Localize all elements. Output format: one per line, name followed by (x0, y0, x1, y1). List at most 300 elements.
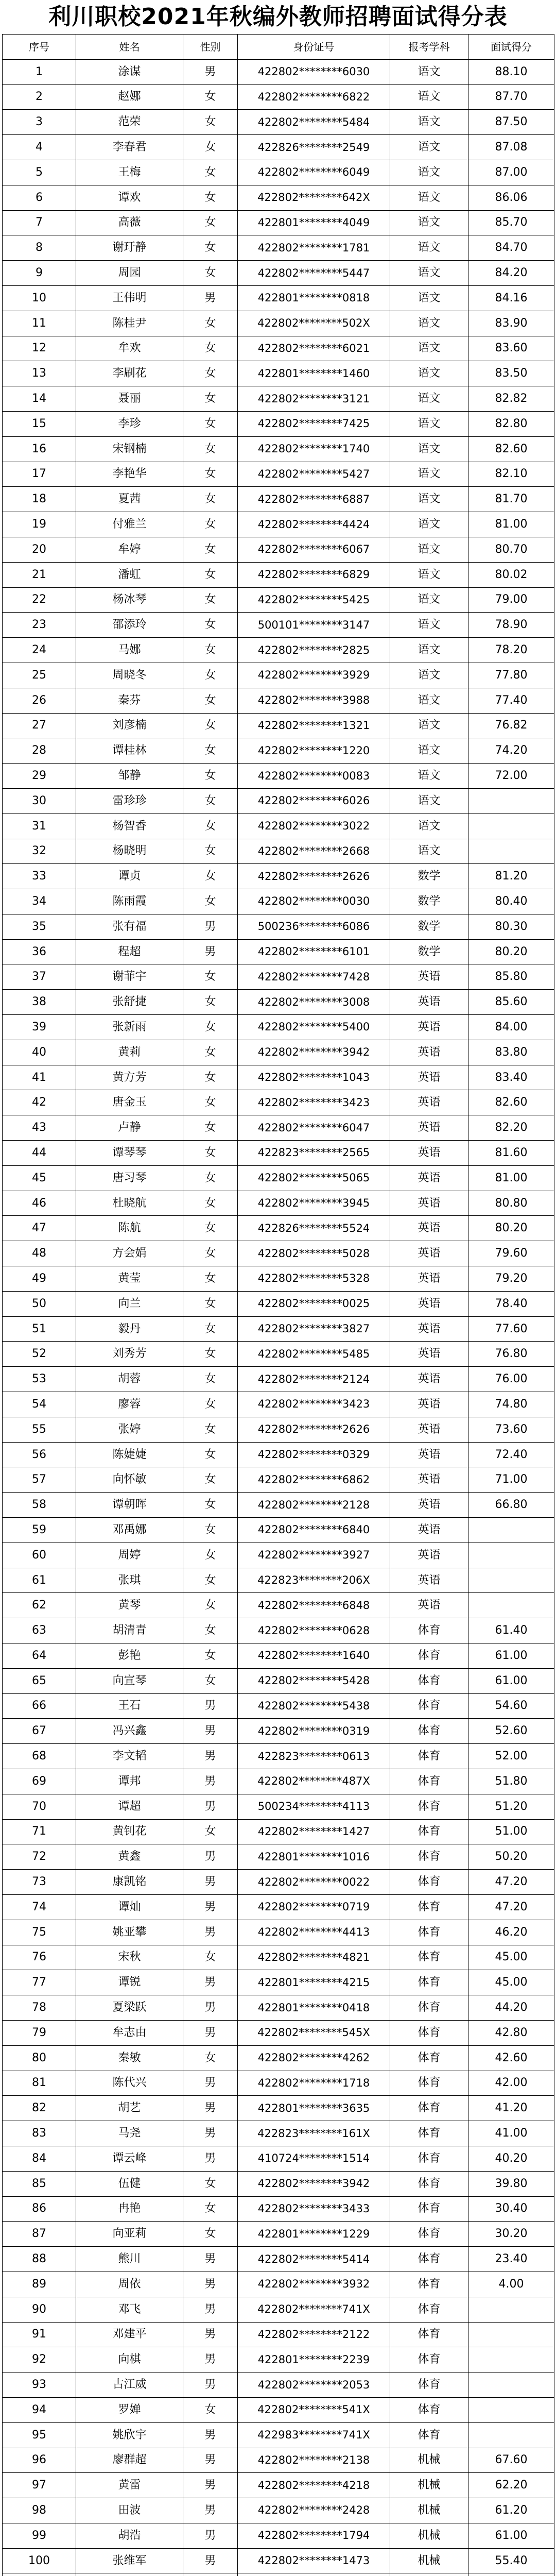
candidate-name-cell: 秦芬 (76, 688, 183, 713)
table-row (3, 1518, 554, 1543)
row-number-cell: 45 (3, 1165, 76, 1191)
candidate-name-cell: 刘秀芳 (76, 1342, 183, 1367)
gender-cell: 女 (183, 1191, 238, 1216)
id-number-cell: 422802********0628 (238, 1618, 390, 1643)
interview-score-cell: 83.40 (468, 1065, 554, 1090)
table-row (3, 2121, 554, 2146)
candidate-name-cell: 周依 (76, 2272, 183, 2297)
interview-score-cell: 87.08 (468, 135, 554, 160)
row-number-cell: 68 (3, 1744, 76, 1769)
id-number-cell: 422802********0329 (238, 1442, 390, 1467)
candidate-name-cell: 向宣琴 (76, 1668, 183, 1693)
gender-cell: 女 (183, 235, 238, 261)
table-body (3, 59, 554, 2576)
interview-score-cell: 76.82 (468, 713, 554, 738)
subject-cell: 语文 (390, 613, 468, 638)
table-row (3, 1015, 554, 1040)
subject-cell: 英语 (390, 1216, 468, 1241)
subject-cell: 语文 (390, 336, 468, 361)
id-number-cell: 422802********3121 (238, 386, 390, 412)
candidate-name-cell: 谭超 (76, 1794, 183, 1819)
table-row (3, 1191, 554, 1216)
gender-cell: 女 (183, 84, 238, 110)
interview-score-cell: 73.60 (468, 1417, 554, 1442)
table-row (3, 285, 554, 311)
candidate-name-cell: 黄莹 (76, 1266, 183, 1292)
id-number-cell: 422802********4262 (238, 2045, 390, 2071)
id-number-cell: 422802********0022 (238, 1870, 390, 1895)
subject-cell: 英语 (390, 1342, 468, 1367)
interview-score-cell: 40.20 (468, 2146, 554, 2171)
subject-cell: 语文 (390, 285, 468, 311)
candidate-name-cell: 聂丽 (76, 386, 183, 412)
subject-cell: 体育 (390, 2422, 468, 2448)
subject-cell: 数学 (390, 939, 468, 964)
subject-cell: 英语 (390, 1291, 468, 1316)
id-number-cell: 422801********0818 (238, 285, 390, 311)
table-row (3, 436, 554, 462)
gender-cell: 女 (183, 1141, 238, 1166)
gender-cell: 女 (183, 764, 238, 789)
row-number-cell: 44 (3, 1141, 76, 1166)
id-number-cell: 500236********6086 (238, 914, 390, 939)
interview-score-cell: 84.00 (468, 1015, 554, 1040)
subject-cell: 体育 (390, 2146, 468, 2171)
gender-cell: 女 (183, 562, 238, 587)
table-row (3, 261, 554, 286)
subject-cell: 语文 (390, 436, 468, 462)
id-number-cell: 422802********5414 (238, 2247, 390, 2272)
interview-score-cell: 87.70 (468, 84, 554, 110)
header-candidate-name: 姓名 (76, 35, 183, 60)
candidate-name-cell: 李春君 (76, 135, 183, 160)
interview-score-cell (468, 814, 554, 839)
id-number-cell: 422802********3423 (238, 1392, 390, 1417)
candidate-name-cell: 刘彦楠 (76, 713, 183, 738)
candidate-name-cell: 周园 (76, 261, 183, 286)
id-number-cell: 422802********0319 (238, 1719, 390, 1744)
gender-cell: 女 (183, 361, 238, 386)
gender-cell: 女 (183, 386, 238, 412)
id-number-cell: 422802********3929 (238, 663, 390, 688)
id-number-cell: 422801********2239 (238, 2347, 390, 2372)
interview-score-cell: 61.00 (468, 1643, 554, 1669)
subject-cell: 英语 (390, 1191, 468, 1216)
candidate-name-cell: 邓建平 (76, 2322, 183, 2347)
candidate-name-cell: 陈航 (76, 1216, 183, 1241)
row-number-cell: 93 (3, 2372, 76, 2398)
row-number-cell: 18 (3, 487, 76, 512)
table-row (3, 1819, 554, 1844)
interview-score-cell: 81.70 (468, 487, 554, 512)
table-row (3, 1744, 554, 1769)
gender-cell: 女 (183, 1266, 238, 1292)
subject-cell: 语文 (390, 713, 468, 738)
candidate-name-cell: 卢静 (76, 1115, 183, 1141)
id-number-cell: 422802********541X (238, 2397, 390, 2422)
gender-cell: 女 (183, 487, 238, 512)
interview-score-cell: 88.10 (468, 59, 554, 84)
id-number-cell: 422802********6822 (238, 84, 390, 110)
interview-score-cell: 42.00 (468, 2071, 554, 2096)
gender-cell: 男 (183, 2548, 238, 2573)
candidate-name-cell: 向怀敏 (76, 1467, 183, 1493)
table-row (3, 336, 554, 361)
candidate-name-cell: 秦敏 (76, 2045, 183, 2071)
subject-cell: 体育 (390, 1894, 468, 1920)
table-row (3, 2347, 554, 2372)
id-number-cell: 422802********5484 (238, 110, 390, 135)
subject-cell: 机械 (390, 2498, 468, 2523)
interview-score-cell: 45.00 (468, 1970, 554, 1995)
row-number-cell: 84 (3, 2146, 76, 2171)
row-number-cell: 56 (3, 1442, 76, 1467)
interview-score-cell: 74.80 (468, 1392, 554, 1417)
subject-cell: 体育 (390, 2096, 468, 2121)
row-number-cell: 49 (3, 1266, 76, 1292)
table-row (3, 2448, 554, 2473)
table-row (3, 110, 554, 135)
id-number-cell: 422802********6862 (238, 1467, 390, 1493)
gender-cell: 女 (183, 210, 238, 235)
candidate-name-cell: 黄琴 (76, 1593, 183, 1618)
table-row (3, 562, 554, 587)
candidate-name-cell: 张有福 (76, 914, 183, 939)
id-number-cell: 422801********1229 (238, 2222, 390, 2247)
id-number-cell: 422802********1794 (238, 2523, 390, 2548)
interview-score-cell: 23.40 (468, 2247, 554, 2272)
candidate-name-cell: 程超 (76, 939, 183, 964)
candidate-name-cell: 廖群超 (76, 2448, 183, 2473)
id-number-cell: 422802********3022 (238, 814, 390, 839)
gender-cell: 女 (183, 1316, 238, 1342)
gender-cell: 女 (183, 1668, 238, 1693)
subject-cell: 英语 (390, 1115, 468, 1141)
id-number-cell: 422823********206X (238, 1568, 390, 1593)
gender-cell: 女 (183, 185, 238, 210)
row-number-cell: 90 (3, 2297, 76, 2322)
table-row (3, 1367, 554, 1392)
interview-score-cell (468, 2397, 554, 2422)
header-row-number: 序号 (3, 35, 76, 60)
table-row (3, 1894, 554, 1920)
gender-cell: 女 (183, 1090, 238, 1115)
candidate-name-cell: 谭琴琴 (76, 1141, 183, 1166)
row-number-cell: 42 (3, 1090, 76, 1115)
candidate-name-cell: 张琪 (76, 1568, 183, 1593)
table-row (3, 1945, 554, 1970)
candidate-name-cell: 谭桂林 (76, 738, 183, 764)
gender-cell: 女 (183, 1442, 238, 1467)
id-number-cell: 422801********0418 (238, 1995, 390, 2021)
gender-cell: 男 (183, 1719, 238, 1744)
subject-cell: 体育 (390, 1945, 468, 1970)
table-row (3, 914, 554, 939)
row-number-cell: 72 (3, 1844, 76, 1870)
interview-score-cell (468, 1593, 554, 1618)
candidate-name-cell: 潘虹 (76, 562, 183, 587)
candidate-name-cell: 邵添玲 (76, 613, 183, 638)
id-number-cell: 422802********6829 (238, 562, 390, 587)
id-number-cell: 422802********3433 (238, 2196, 390, 2222)
gender-cell: 女 (183, 1367, 238, 1392)
row-number-cell: 36 (3, 939, 76, 964)
candidate-name-cell: 马尧 (76, 2121, 183, 2146)
interview-score-cell: 51.80 (468, 1769, 554, 1794)
subject-cell: 机械 (390, 2523, 468, 2548)
gender-cell: 男 (183, 2347, 238, 2372)
interview-score-cell: 51.00 (468, 1819, 554, 1844)
gender-cell: 女 (183, 436, 238, 462)
row-number-cell: 65 (3, 1668, 76, 1693)
subject-cell: 语文 (390, 361, 468, 386)
subject-cell: 体育 (390, 1794, 468, 1819)
subject-cell: 英语 (390, 1493, 468, 1518)
interview-score-cell: 83.50 (468, 361, 554, 386)
id-number-cell: 422802********5328 (238, 1266, 390, 1292)
table-row (3, 311, 554, 336)
row-number-cell: 76 (3, 1945, 76, 1970)
id-number-cell: 422802********3932 (238, 2272, 390, 2297)
subject-cell: 语文 (390, 386, 468, 412)
candidate-name-cell: 夏梁跃 (76, 1995, 183, 2021)
table-row (3, 1493, 554, 1518)
candidate-name-cell: 向亚莉 (76, 2222, 183, 2247)
gender-cell: 女 (183, 2397, 238, 2422)
row-number-cell: 8 (3, 235, 76, 261)
subject-cell: 体育 (390, 1744, 468, 1769)
row-number-cell: 47 (3, 1216, 76, 1241)
candidate-name-cell: 李文韬 (76, 1744, 183, 1769)
interview-score-cell: 52.60 (468, 1719, 554, 1744)
interview-score-cell: 83.60 (468, 336, 554, 361)
gender-cell: 男 (183, 1995, 238, 2021)
id-number-cell: 422802********1473 (238, 2548, 390, 2573)
page-title: 利川职校2021年秋编外教师招聘面试得分表 (48, 4, 508, 30)
interview-score-cell: 82.60 (468, 436, 554, 462)
interview-score-cell: 61.00 (468, 2523, 554, 2548)
gender-cell: 男 (183, 939, 238, 964)
row-number-cell: 69 (3, 1769, 76, 1794)
interview-score-cell: 78.90 (468, 613, 554, 638)
candidate-name-cell: 宋秋 (76, 1945, 183, 1970)
subject-cell: 体育 (390, 2171, 468, 2196)
id-number-cell: 422802********1321 (238, 713, 390, 738)
gender-cell: 女 (183, 462, 238, 487)
id-number-cell: 422802********3988 (238, 688, 390, 713)
table-row (3, 185, 554, 210)
interview-score-cell: 82.82 (468, 386, 554, 412)
gender-cell: 女 (183, 814, 238, 839)
candidate-name-cell: 王梅 (76, 160, 183, 185)
id-number-cell (238, 2573, 390, 2576)
subject-cell: 体育 (390, 1618, 468, 1643)
gender-cell (183, 2573, 238, 2576)
subject-cell: 英语 (390, 1442, 468, 1467)
subject-cell: 英语 (390, 1417, 468, 1442)
table-row (3, 1392, 554, 1417)
row-number-cell: 98 (3, 2498, 76, 2523)
gender-cell: 男 (183, 2272, 238, 2297)
gender-cell: 女 (183, 411, 238, 436)
id-number-cell: 422802********6021 (238, 336, 390, 361)
id-number-cell: 422802********2428 (238, 2498, 390, 2523)
table-row (3, 2272, 554, 2297)
subject-cell: 英语 (390, 1543, 468, 1568)
row-number-cell: 9 (3, 261, 76, 286)
id-number-cell: 422802********0025 (238, 1291, 390, 1316)
gender-cell: 女 (183, 1015, 238, 1040)
subject-cell: 语文 (390, 185, 468, 210)
table-row (3, 1543, 554, 1568)
interview-score-cell: 77.40 (468, 688, 554, 713)
subject-cell: 体育 (390, 2196, 468, 2222)
subject-cell: 体育 (390, 1719, 468, 1744)
interview-score-cell (468, 2372, 554, 2398)
candidate-name-cell: 张舒捷 (76, 990, 183, 1015)
table-row (3, 2222, 554, 2247)
id-number-cell: 422802********2626 (238, 864, 390, 889)
interview-score-cell: 52.00 (468, 1744, 554, 1769)
row-number-cell: 48 (3, 1241, 76, 1266)
table-row (3, 1266, 554, 1292)
gender-cell: 男 (183, 2523, 238, 2548)
table-row (3, 1342, 554, 1367)
row-number-cell: 16 (3, 436, 76, 462)
header-row (3, 35, 554, 60)
gender-cell: 女 (183, 336, 238, 361)
gender-cell: 女 (183, 713, 238, 738)
row-number-cell: 35 (3, 914, 76, 939)
subject-cell: 英语 (390, 1141, 468, 1166)
interview-score-cell: 30.40 (468, 2196, 554, 2222)
row-number-cell: 54 (3, 1392, 76, 1417)
subject-cell: 体育 (390, 2247, 468, 2272)
subject-cell: 体育 (390, 2071, 468, 2096)
interview-score-cell: 74.20 (468, 738, 554, 764)
id-number-cell: 422802********5065 (238, 1165, 390, 1191)
id-number-cell: 422802********1043 (238, 1065, 390, 1090)
row-number-cell: 87 (3, 2222, 76, 2247)
table-row (3, 1920, 554, 1945)
candidate-name-cell (76, 2573, 183, 2576)
candidate-name-cell: 陈代兴 (76, 2071, 183, 2096)
row-number-cell: 91 (3, 2322, 76, 2347)
interview-score-cell: 82.80 (468, 411, 554, 436)
interview-score-cell: 80.20 (468, 1216, 554, 1241)
id-number-cell: 422823********0613 (238, 1744, 390, 1769)
id-number-cell: 422802********741X (238, 2297, 390, 2322)
interview-score-cell: 42.80 (468, 2020, 554, 2045)
interview-score-cell: 47.20 (468, 1870, 554, 1895)
id-number-cell: 422802********2138 (238, 2448, 390, 2473)
candidate-name-cell: 黄钊花 (76, 1819, 183, 1844)
table-row (3, 889, 554, 914)
candidate-name-cell: 雷珍珍 (76, 788, 183, 814)
gender-cell: 女 (183, 2196, 238, 2222)
candidate-name-cell: 熊川 (76, 2247, 183, 2272)
row-number-cell: 43 (3, 1115, 76, 1141)
subject-cell: 语文 (390, 537, 468, 562)
candidate-name-cell: 黄雷 (76, 2473, 183, 2498)
row-number-cell: 40 (3, 1040, 76, 1065)
row-number-cell: 28 (3, 738, 76, 764)
table-row (3, 512, 554, 537)
gender-cell: 男 (183, 2372, 238, 2398)
candidate-name-cell: 范荣 (76, 110, 183, 135)
candidate-name-cell: 姚亚攀 (76, 1920, 183, 1945)
subject-cell: 语文 (390, 839, 468, 864)
subject-cell: 体育 (390, 1769, 468, 1794)
gender-cell: 男 (183, 1970, 238, 1995)
table-row (3, 1794, 554, 1819)
id-number-cell: 422802********2122 (238, 2322, 390, 2347)
table-row (3, 1467, 554, 1493)
table-row (3, 1241, 554, 1266)
candidate-name-cell: 胡浩 (76, 2523, 183, 2548)
table-row (3, 1417, 554, 1442)
table-row (3, 2473, 554, 2498)
candidate-name-cell: 邓飞 (76, 2297, 183, 2322)
interview-score-cell: 54.60 (468, 1693, 554, 1719)
id-number-cell: 422802********2825 (238, 638, 390, 663)
candidate-name-cell: 周晓冬 (76, 663, 183, 688)
row-number-cell: 10 (3, 285, 76, 311)
subject-cell: 语文 (390, 59, 468, 84)
subject-cell: 语文 (390, 210, 468, 235)
row-number-cell: 60 (3, 1543, 76, 1568)
table-row (3, 59, 554, 84)
row-number-cell: 67 (3, 1719, 76, 1744)
candidate-name-cell: 杨智香 (76, 814, 183, 839)
candidate-name-cell: 康凯铭 (76, 1870, 183, 1895)
table-row (3, 1568, 554, 1593)
id-number-cell: 422802********1640 (238, 1643, 390, 1669)
gender-cell: 男 (183, 2422, 238, 2448)
row-number-cell: 82 (3, 2096, 76, 2121)
row-number-cell: 4 (3, 135, 76, 160)
id-number-cell: 410724********1514 (238, 2146, 390, 2171)
candidate-name-cell: 谭朝晖 (76, 1493, 183, 1518)
gender-cell: 男 (183, 2071, 238, 2096)
id-number-cell: 422801********1460 (238, 361, 390, 386)
interview-score-cell: 87.50 (468, 110, 554, 135)
gender-cell: 女 (183, 311, 238, 336)
table-row (3, 1216, 554, 1241)
id-number-cell: 422802********642X (238, 185, 390, 210)
id-number-cell: 500101********3147 (238, 613, 390, 638)
table-row (3, 939, 554, 964)
row-number-cell: 37 (3, 964, 76, 990)
gender-cell: 女 (183, 2045, 238, 2071)
gender-cell: 女 (183, 990, 238, 1015)
interview-score-cell: 67.60 (468, 2448, 554, 2473)
subject-cell: 英语 (390, 1040, 468, 1065)
subject-cell: 英语 (390, 990, 468, 1015)
id-number-cell: 422801********1016 (238, 1844, 390, 1870)
candidate-name-cell: 谭欢 (76, 185, 183, 210)
table-row (3, 411, 554, 436)
row-number-cell: 11 (3, 311, 76, 336)
row-number-cell: 38 (3, 990, 76, 1015)
row-number-cell: 39 (3, 1015, 76, 1040)
interview-score-cell: 79.60 (468, 1241, 554, 1266)
subject-cell: 英语 (390, 1065, 468, 1090)
interview-score-cell: 85.70 (468, 210, 554, 235)
row-number-cell: 100 (3, 2548, 76, 2573)
candidate-name-cell: 邓禹娜 (76, 1518, 183, 1543)
table-row (3, 2322, 554, 2347)
